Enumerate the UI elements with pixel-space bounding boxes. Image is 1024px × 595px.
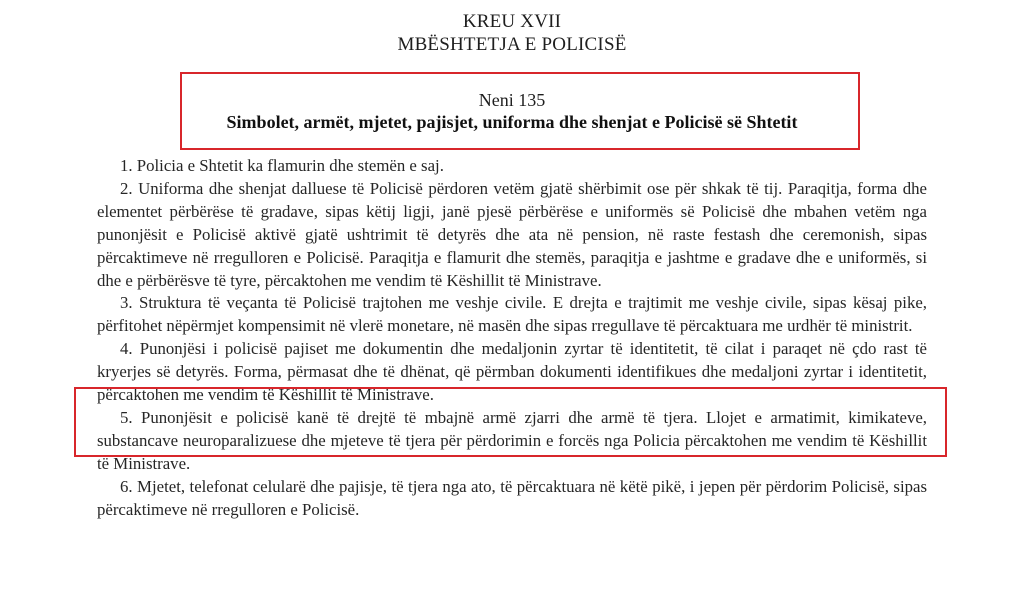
paragraph-4-highlight-box <box>74 387 947 457</box>
article-body <box>97 155 927 522</box>
chapter-number: KREU XVII <box>462 11 562 32</box>
article-title: Simbolet, armët, mjetet, pajisjet, uniforma dhe shenjat e Policisë së Shtetit <box>226 112 798 132</box>
paragraph-4: 4. Punonjësi i policisë pajiset me dokumentin dhe medaljonin zyrtar të identitetit, të cilat i paraqet në çdo rast të kryerjes së detyrës. Forma, përmasat dhe të dhënat, që përmban dokumenti identifikues dhe medaljoni zyrtar i identitetit, përcaktohen me vendim të Këshillit të Ministrave. <box>97 339 927 405</box>
paragraph-2: 2. Uniforma dhe shenjat dalluese të Policisë përdoren vetëm gjatë shërbimit ose për shkak të tij. Paraqitja, forma dhe elementet përbërëse të gradave, sipas këtij ligji, janë pjesë përbërëse e uniformës së Policisë dhe mbahen vetëm nga punonjësit e Policisë aktivë gjatë ushtrimit të detyrës dhe ata në pension, në raste festash dhe ceremonish, sipas përcaktimeve në rregulloren e Policisë. Paraqitja e flamurit dhe stemës, paraqitja e jashtme e gradave dhe e uniformës, si dhe e përbërësve të tyre, përcaktohen me vendim të Këshillit të Ministrave. <box>97 178 927 290</box>
paragraph-5: 5. Punonjësit e policisë kanë të drejtë të mbajnë armë zjarri dhe armë të tjera. Llojet e armatimit, kimikateve, substancave neuroparalizuese dhe mjeteve të tjera për përdorimin e forcës nga Policia përcaktohen me vendim të Këshillit të Ministrave. <box>97 407 927 473</box>
chapter-title: MBËSHTETJA E POLICISË <box>397 34 627 55</box>
article-heading-highlight-box <box>180 72 860 150</box>
paragraph-3: 3. Struktura të veçanta të Policisë trajtohen me veshje civile. E drejta e trajtimit me veshje civile, sipas kësaj pike, përfitohet nëpërmjet kompensimit në vlerë monetare, në masën dhe sipas rregullave të përcaktuara me urdhër të ministrit. <box>97 293 927 336</box>
paragraph-6: 6. Mjetet, telefonat celularë dhe pajisje, të tjera nga ato, të përcaktuara në këtë pikë, i jepen për përdorim Policisë, sipas përcaktimeve në rregulloren e Policisë. <box>97 476 927 519</box>
article-number: Neni 135 <box>478 90 546 110</box>
paragraph-1: 1. Policia e Shtetit ka flamurin dhe stemën e saj. <box>120 156 444 175</box>
